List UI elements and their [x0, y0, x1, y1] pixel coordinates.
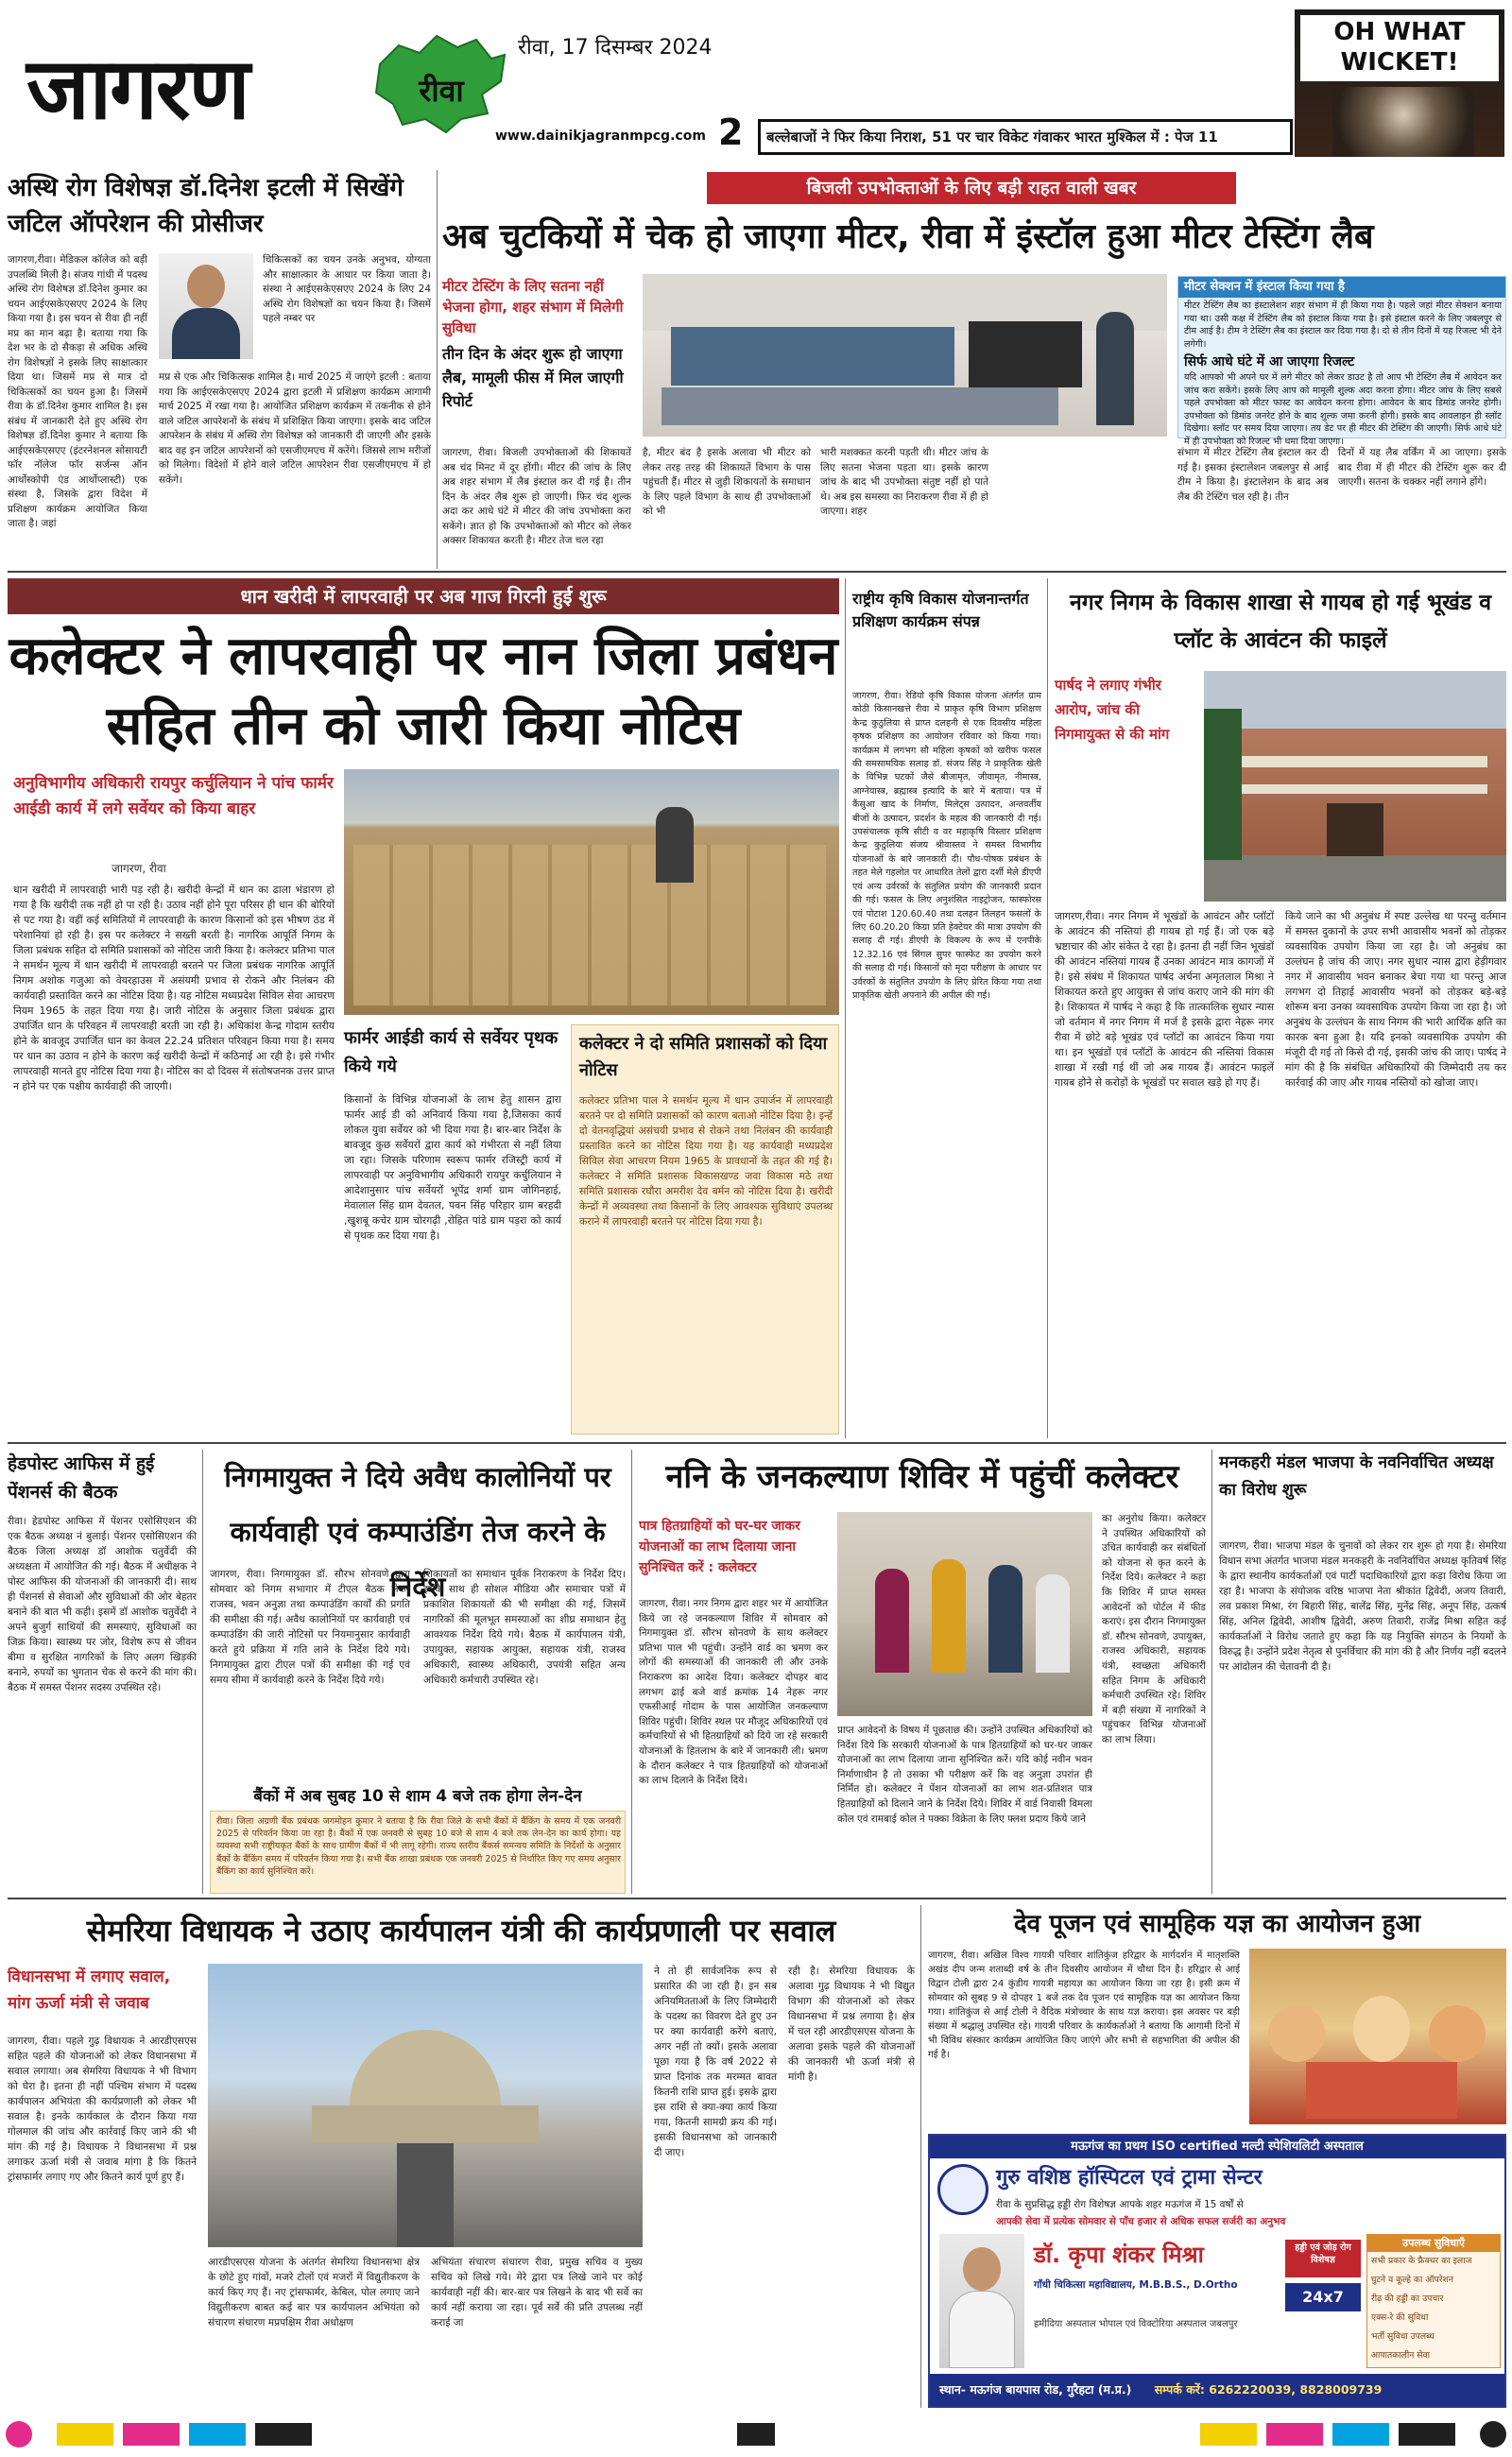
doctor-photo [159, 253, 253, 359]
ad-facilities [1366, 2234, 1501, 2368]
headline: अस्थि रोग विशेषज्ञ डॉ.दिनेश इटली में सिखेंगे जटिल ऑपरेशन की प्रोसीजर [8, 174, 404, 238]
headline: कलेक्टर ने लापरवाही पर नान जिला प्रबंधन सहित तीन को जारी किया नोटिस [9, 626, 838, 757]
ad-specialty-text: हड्डी एवं जोड़ रोग विशेषज्ञ [1295, 2242, 1351, 2265]
kicker-bar [8, 578, 839, 614]
ad-facility-item: आपातकालीन सेवा [1371, 2350, 1430, 2361]
ad-hospital-name: गुरु वशिष्ठ हॉस्पिटल एवं ट्रामा सेन्टर [996, 2166, 1263, 2190]
ad-degree: गाँधी चिकित्सा महाविद्यालय, M.B.B.S., D.Ortho [1034, 2279, 1238, 2291]
story-col-4: संभाग में मीटर टेस्टिंग लैब इंस्टाल कर दी गई है। इसका इंस्टालेशन जबलपुर से आई टीम ने किया है। इंस्टालेशन के बाद अब लैब की टेस्टिंग चल रही है। तीन [1177, 447, 1329, 503]
story-yagya [928, 1905, 1506, 2128]
city-label: रीवा [419, 73, 464, 109]
headline: सेमरिया विधायक ने उठाए कार्यपालन यंत्री की कार्यप्रणाली पर सवाल [86, 1913, 836, 1949]
teaser-text: बल्लेबाजों ने फिर किया निराश, 51 पर चार विकेट गंवाकर भारत मुश्किल में : पेज 11 [766, 129, 1218, 146]
photo-caption: आरडीएसएस योजना के अंतर्गत सेमरिया विधानसभा क्षेत्र के छोटे हुए गांवों, मजरे टोलों एवं मजरों में विद्युतीकरण के कार्य किए गए हैं। नए ट्रांसफार्मर, केबिल, पोल लगाए जाने विद्युतीकरण बाबत कई बार पत्र कार्यपालन अभियंता को संचारण संधारण मप्रपक्षिम रीवा अधोक्षण [208, 2257, 420, 2328]
deck: पार्षद ने लगाए गंभीर आरोप, जांच की निगमायुक्त से की मांग [1055, 677, 1170, 743]
bank-timing-text: रीवा। जिला अग्रणी बैंक प्रबंधक जगमोहन कुमार ने बताया है कि रीवा जिले के सभी बैंकों में बैंकिंग के समय में एक जनवरी 2025 से परिवर्तन किया जा रहा है। बैंकों में एक जनवरी से सुबह 10 बजे से शाम 4 बजे तक लेन-देन का कार्य होगा। यह व्यवस्था सभी राष्ट्रीयकृत बैंकों के साथ ग्रामीण बैंकों में भी लागू रहेगी। राज्य स्तरीय बैंकर्स समन्वय समिति के निर्देशों के अनुसार बैंकों के बैंकिंग समय में परिवर्तन किया गया है। सभी बैंक शाखा प्रबंधक एक जनवरी 2025 से निर्धारित किए गए समय अनुसार बैंकिंग का कार्य सुनिश्चित करें। [216, 1816, 621, 1877]
story-semariya-mla [8, 1905, 915, 2408]
ad-degree-2: हमीदिया अस्पताल भोपाल एवं विक्टोरिया अस्पताल जबलपुर [1034, 2319, 1238, 2329]
ad-logo [937, 2164, 988, 2215]
kicker-text: धान खरीदी में लापरवाही पर अब गाज गिरनी हुई शुरू [240, 585, 607, 608]
doctor-photo [939, 2234, 1024, 2368]
story-body-2: किसानों के विभिन्न योजनाओं के लाभ हेतु शासन द्वारा फार्मर आई डी को अनिवार्य किया गया है,जिसका कार्य लोकल युवा सर्वेयर को भी दिया गया है। बार-बार निर्देश के बावजूद कुछ सर्वेयरों द्वारा कार्य को गंभीरता से नहीं लिया जा रहा। जिसके परिणाम स्वरूप फार्मर रजिस्ट्री कार्य में लापरवाही पर अनुविभागीय अधिकारी रायपुर कर्चुलियान ने आदेशानुसार पांच सर्वेयरों भूपेंद्र शर्मा ग्राम जोगिनहाई, मेवालाल सिंह ग्राम देवतल, पवन सिंह परिहार ग्राम बरहदी ,खुशबू कचेर ग्राम चोरगढ़ी ,रोहित पांडे ग्राम पड़रा को कार्य से पृथक कर दिया गया है। [344, 1093, 561, 1242]
story-col-3: का अनुरोध किया। कलेक्टर ने उपस्थित अधिकारियों को उचित कार्यवाही कर संबंधितों को योजना से कृत करने के निर्देश दिये। कलेक्टर ने कहा कि शिविर में प्राप्त समस्त आवेदनों को पोर्टल में फीड कराएं। इस दौरान निगमायुक्त डॉ. सौरभ सोनवणे, उपायुक्त, राजस्व अधिकारी, सहायक यंत्री, स्वच्छता अधिकारी सहित निगम के अधिकारी कर्मचारी उपस्थित रहे। शिविर में बड़ी संख्या में नागरिकों ने पहुंचकर विभिन्न योजनाओं का लाभ लिया। [1102, 1513, 1206, 1745]
page-number: 2 [718, 112, 744, 153]
deck-black: तीन दिन के अंदर शुरू हो जाएगा लैब, मामूली फीस में मिल जाएगी रिपोर्ट [442, 345, 624, 410]
yagya-photo [1249, 1949, 1506, 2124]
story-col-3: भारी मशक्कत करनी पड़ती थी। मीटर जांच के लिए सतना भेजना पड़ता था। इसके कारण जांच के बाद भी उपभोक्ता संतुष्ट नहीं हो पाते थे। अब इस समस्या का निराकरण रीवा में ही हो जाएगा। शहर [820, 447, 989, 517]
story-col-1: जागरण, रीवा। निगमायुक्त डॉ. सौरभ सोनवणे द्वारा सोमवार को निगम सभागार में टीएल बैठक लेकर राजस्व, भवन अनुज्ञा तथा कम्पाउंडिंग कार्यों की प्रगति की समीक्षा की गई। अवैध कालोनियों पर कार्यवाही एवं कम्पाउंडिंग की जारी नोटिसों पर नियमानुसार कार्यवाही करते हुये प्रक्रिया में गति लाने के निर्देश दिये गये। निगमायुक्त द्वारा टीएल पत्रों की समीक्षा की गई एवं समय सीमा में कार्यवाही करने के निर्देश दिये गये। [210, 1569, 410, 1686]
kicker-bar [707, 172, 1236, 204]
ad-address: स्थान- मऊगंज बायपास रोड, गुरैहटा (म.प्र.) [939, 2382, 1132, 2397]
info-box [1177, 276, 1506, 447]
print-registration-strip [0, 2415, 1512, 2453]
story-col-2a: चिकित्सकों का चयन उनके अनुभव, योग्यता और साक्षात्कार के आधार पर किया जाता है। संस्था ने आईएसकेएसएए 2024 के लिए 24 अस्थि रोग विशेषज्ञों का चयन किया है। जिसमें पहले नम्बर पर [263, 254, 431, 324]
story-col-2: किये जाने का भी अनुबंध में स्पष्ट उल्लेख था परन्तु वर्तमान में समस्त दुकानों के उपर सभी आवासीय भवनों को तोड़कर व्यवसायिक उपयोग किया जा रहा है। जो अनुबंध का उल्लंघन है जांच की जाए। नगर सुधार न्यास द्वारा हेड़ीगवार नगर में आवासीय भवन बनाकर बेचा गया था परन्तु आज लगभग दो तिहाई आवासीय भवनों को तोड़कर बड़े-बड़े शोरूम बना उनका व्यवसायिक उपयोग किया जा रहा है। जो अनुबंध के उल्लंघन के साथ निगम की भारी आर्थिक क्षति का कारक बना हुआ है। यदि इनको व्यवसायिक उपयोग की मंजूरी दी गई तो किसे दी गई, इसकी जांच की जाए। पार्षद ने मांग की है कि संबंधित अधिकारियों की जिम्मेदारी तय कर कार्रवाई की जाए और गायब नस्तियों को खोजा जाए। [1285, 910, 1506, 1089]
edition-date: रीवा, 17 दिसम्बर 2024 [518, 36, 713, 60]
masthead [0, 0, 1512, 163]
ad-doctor-name: डॉ. कृपा शंकर मिश्रा [1034, 2242, 1204, 2268]
story-illegal-colonies [210, 1450, 626, 1894]
story-col-3: रही है। सेमरिया विधायक के अलावा गुढ़ विधायक ने भी विद्युत विभाग की योजनाओं को लेकर विधानसभा में प्रश्न लगाया है। क्षेत्र में चल रही आरडीएसएस योजना के अलावा इसके पहले की योजनाओं की जानकारी भी ऊर्जा मंत्री से मांगी है। [788, 1966, 915, 2083]
story-bjp-protest [1219, 1450, 1506, 1894]
story-col-2b: मप्र से एक और चिकित्सक शामिल है। मार्च 2025 में जाएंगे इटली : बताया गया कि आईएसकेएसएए 2024 द्वारा इटली में प्रशिक्षण कार्यक्रम आगामी मार्च 2025 में रखा गया है। आयोजित प्रशिक्षण कार्यक्रम में तकनीक से होने वाले जटिल आपरेशनों के संबंध में प्रशिक्षित किया जाएगा। इसके बाद जटिल आपरेशन के संबंध में अस्थि रोग विशेषज्ञ को जानकारी दी जाएगी और इसके बाद वह इन जटिल आपरेशनों को एसजीएमएच में करेंगे। जिससे लाभ मरीजों को मिलेगा। विदेशों में होने वाले जटिल आपरेशन रीवा एसजीएमएच में हो सकेंगे। [159, 371, 431, 486]
headline: देव पूजन एवं सामूहिक यज्ञ का आयोजन हुआ [1013, 1910, 1421, 1938]
story-col-1: जागरण,रीवा। मेडिकल कॉलेज को बड़ी उपलब्धि मिली है। संजय गांधी में पदस्थ अस्थि रोग विशेषज्ञ डॉ.दिनेश कुमार का चयन आईएसकेएसएए 2024 के लिए किया गया है। इस चयन से रीवा ही नहीं मप्र का मान बढ़ा है। बताया गया कि देश भर के दो सैकड़ा से अधिक अस्थि रोग विशेषज्ञों ने इसके लिए साक्षात्कार दिया था। जिसमें मप्र से मात्र दो चिकित्सकों का चयन हुआ है। जिसमें रीवा के डॉ.दिनेश कुमार शामिल है। इस संबंध में जानकारी देते हुए अस्थि रोग विशेषज्ञ डॉ.दिनेश कुमार ने बताया कि आईएसकेएसएए (इंटरनेशनल सोसायटी फॉर नॉलेज फॉर सर्जन्स ऑन आर्थोस्कोपी एंड आर्थोप्लास्टी) एक संस्था है, जिसके द्वारा विदेश में प्रशिक्षण कार्यक्रम आयोजित किया जाता है। जहां [8, 254, 147, 529]
ad-contact[interactable]: सम्पर्क करें: 6262220039, 8828009739 [1154, 2382, 1383, 2397]
story-col-5: दिनों में यह लैब वर्किंग में आ जाएगा। इसके बाद रीवा में ही मीटर की टेस्टिंग शुरू कर दी जाएगी। सतना के चक्कर नहीं लगाने होंगे। [1338, 447, 1506, 488]
promo-text: OH WHAT WICKET! [1300, 15, 1499, 81]
deck: पात्र हितग्राहियों को घर-घर जाकर योजनाओं का लाभ दिलाया जाना सुनिश्चित करें : कलेक्टर [639, 1519, 800, 1575]
meter-lab-photo [643, 274, 1167, 437]
story-body: धान खरीदी में लापरवाही भारी पड़ रही है। खरीदी केन्द्रों में धान का ढाला भंडारण हो गया है कि खरीदी तक नहीं हो पा रही है। उठाव नहीं होने पूरा परिसर ही धान की बोरियों से पट गया है। वहीं कई समितियों में लापरवाही के कारण किसानों को इस भीषण ठंड में परेशानियां हो रही है। इस पर कलेक्टर ने सख्ती बरती है। नागरिक आपूर्ति निगम के जिला प्रबंधक सहित दो समिति प्रशासकों को नोटिस जारी किया है। कलेक्टर प्रतिभा पाल ने समर्थन मूल्य में धान खरीदी में लापरवाही बरतने पर जिला प्रबंधक नागरिक आपूर्ति निगम अशोक गजुआ को वेयरहाउस में असंयमी प्रभाव से रोकने और निलंबन की कार्यवाही प्रस्तावित करने का नोटिस दिया है। यह नोटिस मध्यप्रदेश सिविल सेवा आचरण नियम 1965 के तहत दिया गया है। जारी नोटिस के अनुसार जिला प्रबंधक द्वारा उपार्जित धान के परिवहन में लापरवाही बरती जा रही है। अधिकांश केन्द्र गोदाम स्तरीय होने के बावजूद उपार्जित धान का केवल 22.24 प्रतिशत परिवहन किया गया है। समय पर धान का उठाव न होने के कारण कई खरीदी केन्द्रों में कठिनाई आ रही है। इसे गंभीर लापरवाही मानते हुए नोटिस दिया गया है। नोटिस का दो दिवस में संतोषजनक उत्तर प्राप्त न होने पर एक पक्षीय कार्यवाही की जाएगी। [13, 884, 335, 1092]
story-agri-training [852, 578, 1041, 1438]
ad-facility-item: सभी प्रकार के फ्रैक्चर का इलाज [1371, 2256, 1472, 2266]
story-col-2: ने तो ही सार्वजनिक रूप से प्रसारित की जा रही है। इन सब अनियमितताओं के लिए जिम्मेदारी के पदस्थ का विवरण देते हुए उन पर क्या कार्यवाही करेंगे बताएं, अगर नहीं तो क्यों। इसके अलावा पूछा गया है कि वर्ष 2022 से प्राप्त दिनांक तक मरम्मत बावत कितनी राशि प्राप्त हुई। इसके द्वारा इस राशि से क्या-क्या कार्य किया गया, कितनी सामग्री क्रय की गई। इसकी विधानसभा को जानकारी दी जाए। [654, 1966, 777, 2158]
story-col-2: शिकायतों का समाधान पूर्वक निराकरण के निर्देश दिए। इसके साथ ही सोशल मीडिया और समाचार पत्रों में प्रकाशित शिकायतों की भी समीक्षा की गई, जिसमें नागरिकों की मूलभूत समस्याओं का शीघ्र समाधान हेतु आवश्यक निर्देश दिये गये। बैठक में कार्यपालन यंत्री, उपायुक्त, सहायक आयुक्त, सहायक यंत्री, राजस्व अधिकारी, स्वास्थ्य अधिकारी, उपयंत्री सहित अन्य अधिकारी कर्मचारी उपस्थित रहे। [423, 1569, 626, 1686]
story-body: जागरण, रीवा। अखिल विश्व गायत्री परिवार शांतिकुंज हरिद्वार के मार्गदर्शन में मातृशक्ति अखंड दीप जन्म शताब्दी वर्ष के तीन दिवसीय आयोजन में चौथा दिन है। हरिद्वार से आई विद्वान टोली द्वारा 24 कुंडीय गायत्री महायज्ञ का आयोजन किया जा रहा है। इसी क्रम में सोमवार को सुबह 9 से दोपहर 1 बजे तक देव पूजन एवं सामूहिक यज्ञ का आयोजन किया गया। शांतिकुंज से आई टोली ने वैदिक मंत्रोच्चार के साथ यज्ञ कराया। इस अवसर पर बड़ी संख्या में श्रद्धालु उपस्थित रहे। गायत्री परिवार के कार्यकर्ताओं ने बताया कि आगामी दिनों में भी विविध संस्कार कार्यक्रम आयोजित किए जाएंगे और सभी से सहभागिता की अपील की गई है। [928, 1950, 1240, 2060]
teaser-box[interactable] [758, 119, 1293, 155]
subhead-surveyors: फार्मर आईडी कार्य से सर्वेयर पृथक किये गये [344, 1028, 558, 1076]
bank-timing-box [210, 1811, 626, 1894]
registration-marks [0, 2415, 1512, 2453]
story-meter-lab [442, 172, 1506, 569]
story-col-1: जागरण, रीवा। नगर निगम द्वारा शहर भर में आयोजित किये जा रहे जनकल्याण शिविर में सोमवार को निगमायुक्त डॉ. सौरभ सोनवणे के साथ कलेक्टर प्रतिभा पाल भी पहुंची। उन्होंने वार्ड का भ्रमण कर लोगों की समस्याओं की जानकारी ली और उनके निराकरण का आदेश दिया। कलेक्टर दोपहर बाद लगभग ढाई बजे वार्ड क्रमांक 14 नेहरू नगर एफसीआई गोदाम के पास आयोजित जनकल्याण शिविर पहुंची। शिविर स्थल पर मौजूद अधिकारियों एवं कर्मचारियों से भी हितग्राहियों को दिये जा रहे सरकारी योजनाओं के हितलाभ के बारे में जानकारी ली। भ्रमण के दौरान कलेक्टर ने पात्र हितग्राहियों को योजनाओं का लाभ दिलाने के निर्देश दिये। [639, 1598, 828, 1787]
headline: निगमायुक्त ने दिये अवैध कालोनियों पर कार्यवाही एवं कम्पाउंडिंग तेज करने के निर्देश [224, 1461, 611, 1603]
ad-facilities-title: उपलब्ध सुविधाएँ [1367, 2235, 1500, 2252]
story-col-1: जागरण,रीवा। नगर निगम में भूखंडों के आवंटन और प्लॉटों के आवंटन की नस्तियां ही गायब हो गई हैं। जो एक बड़े भ्रष्टाचार की ओर संकेत दे रहा है। इतना ही नहीं जिन भूखंडों की आवंटन नस्तियां गायब हैं उनका आवंटन मात्र कागजों में है। इसे संबंध में शिकायत पार्षद अर्चना अमृतलाल मिश्रा ने शिकायत करते हुए आयुक्त से जांच कराए जाने की मांग की है। शिकायत में पार्षद ने कहा है कि तात्कालिक सुधार न्यास जो वर्तमान में नगर निगम में मर्ज है इसके द्वारा नेहरू नगर रीवा में छोटे बड़े भूखंड एवं प्लॉटों का आवंटन किया गया था। इन भूखंडों एवं प्लॉटों के आवंटन की नस्तियां विकास शाखा में रखी गई थीं जो अब गायब हैं। आवंटन फाइलें गायब होने से करोड़ों के भूखंडों पर सवाल खड़े हो गए हैं। [1055, 910, 1274, 1089]
ad-line-1: रीवा के सुप्रसिद्ध हड्डी रोग विशेषज्ञ आपके शहर मऊगंज में 15 वर्षों से [996, 2199, 1244, 2210]
info-box-text-1: मीटर टेस्टिंग लैब का इंस्टालेशन शहर संभाग में ही किया गया है। पहले जहां मीटर सेक्शन बनाया गया था। उसी कक्ष में टेस्टिंग लैब को इंस्टाल किया गया है। इसे इंस्टाल करने के लिए जबलपुर से टीम आई है। टीम ने टेस्टिंग लैब का इंस्टाल कर दिया गया है। दो से तीन दिनों में यह रिजल्ट भी देने लगेगी। [1184, 301, 1502, 350]
headline: मनकहरी मंडल भाजपा के नवनिर्वाचित अध्यक्ष का विरोध शुरू [1219, 1453, 1494, 1500]
deck: अनुविभागीय अधिकारी रायपुर कर्चुलियान ने पांच फार्मर आईडी कार्य में लगे सर्वेयर को किया बाहर [13, 774, 334, 818]
headline: हेडपोस्ट आफिस में हुई पेंशनर्स की बैठक [8, 1453, 155, 1503]
story-col-2: है, मीटर बंद है इसके अलावा भी मीटर को लेकर तरह तरह की शिकायतें विभाग के पास पहुंचती हैं। मीटर से जुड़ी शिकायतों के समाधान के लिए पहले विभाग के साथ ही उपभोक्ताओं को भी [643, 447, 811, 517]
paddy-sacks-photo [344, 769, 839, 1015]
story-col-1: जागरण, रीवा। बिजली उपभोक्ताओं की शिकायतें अब चंद मिनट में दूर होंगी। मीटर की जांच के लिए अब शहर संभाग में लैब इंस्टाल कर दी गई है। तीन दिन के अंदर लैब शुरू हो जाएगी। फिर चंद शुल्क अदा कर आधे घंटे में मीटर की जांच उपभोक्ता करा सकेंगे। ज्ञात हो कि उपभोक्ताओं को मीटर को लेकर अक्सर शिकायत करती है। मीटर तेज चल रहा [442, 447, 631, 546]
subhead-notice: कलेक्टर ने दो समिति प्रशासकों को दिया नोटिस [579, 1034, 828, 1080]
ad-facility-item: भर्ती सुविधा उपलब्ध [1371, 2331, 1435, 2342]
municipal-building-photo [1204, 671, 1506, 902]
promo-box[interactable] [1295, 9, 1504, 157]
ad-top-line: मऊगंज का प्रथम ISO certified मल्टी स्पेशियलिटी अस्पताल [930, 2136, 1504, 2158]
ad-specialty-badge [1285, 2240, 1361, 2277]
headline: अब चुटकियों में चेक हो जाएगा मीटर, रीवा में इंस्टॉल हुआ मीटर टेस्टिंग लैब [442, 217, 1374, 256]
story-body: रीवा। हेडपोस्ट आफिस में पेंशनर एसोसिएशन की एक बैठक अध्यक्ष नं बुलाई। पेंशनर एसोसिएशन की बैठक जिला अध्यक्ष डॉ आशोक चतुर्वेदी की अध्यक्षता में आयोजित की गई। बैठक में अधीक्षक ने पोस्ट आफिस की योजनाओं की जानकारी दी। साथ ही पेंशनर्स से सेवाओं और सुविधाओं की ओर बेहतर बनाने की बात भी कही। इसमें डॉ आशोक चतुर्वेदी ने अपने बुजुर्ग साथियों की समस्याएं, सुविधाओं का जिक्र किया। स्वास्थ्य पर जोर, विशेष रूप से जीवन बीमा व सुरक्षित नागरिकों के लिए अलग खिड़की बनाने, रुपयों का भुगतान चेक से करने की मांग की। बैठक में समस्त पेंशनर सदस्य उपस्थित रहे। [8, 1516, 197, 1693]
story-col-2: प्राप्त आवेदनों के विषय में पूछताछ की। उन्होंने उपस्थित अधिकारियों को निर्देश दिये कि सरकारी योजनाओं के पात्र हितग्राहियों को घर-घर जाकर योजनाओं का लाभ दिलाया जाना सुनिश्चित करें। यदि कोई नवीन भवन निर्माणाधीन है तो उसका भी परीक्षण करें कि वह अनुज्ञा उपरांत ही निर्मित हो। कलेक्टर ने पेंशन योजनाओं का लाभ शत-प्रतिशत पात्र हितग्राहियों को दिलाने जाने के निर्देश दिये। शिविर में वार्ड निवासी विमला कोल एवं रामबाई कोल ने पक्का विक्रेता के लिए फ्लश प्रदाय किये जाने [837, 1725, 1092, 1825]
headline: ननि के जनकल्याण शिविर में पहुंचीं कलेक्टर [665, 1458, 1179, 1496]
hospital-advertisement[interactable] [928, 2134, 1506, 2408]
info-box-heading-2: सिर्फ आधे घंटे में आ जाएगा रिजल्ट [1184, 354, 1355, 369]
story-body: जागरण, रीवा। भाजपा मंडल के चुनावों को लेकर रार शुरू हो गया है। सेमरिया विधान सभा अंतर्गत भाजपा मंडल मनकहरी के नवनिर्वाचित अध्यक्ष कृतिवर्ष सिंह के द्वारा स्थानीय कार्यकर्ताओं एवं पार्टी पदाधिकारियों द्वारा कड़ा विरोध किया जा रहा है। भाजपा के संयोजक वरिष्ठ भाजपा नेता श्रीकांत द्विवेदी, अजय तिवारी, लव प्रकाश मिश्रा, रंग बिहारी सिंह, बालेंद्र सिंह, मुनेंद्र सिंह, अनूप सिंह, उत्कर्ष सिंह, अनिल द्विवेदी, आशीष द्विवेदी, अरुण तिवारी, राजेंद्र मिश्रा सहित कई कार्यकर्ताओं ने विरोध जताते हुए कहा कि यह नियुक्ति संगठन के नियमों के विरुद्ध है। उन्होंने प्रदेश नेतृत्व से पुनर्विचार की मांग की है और निर्णय नहीं बदलने पर आंदोलन की चेतावनी दी है। [1219, 1540, 1506, 1673]
electricity-office-photo [208, 1964, 643, 2247]
deck-red: मीटर टेस्टिंग के लिए सतना नहीं भेजना होगा, शहर संभाग में मिलेगी सुविधा [442, 278, 624, 336]
ad-24x7: 24x7 [1285, 2283, 1361, 2311]
ad-facility-item: घुटने व कूल्हे का ऑपरेशन [1371, 2275, 1453, 2285]
sidebar-box [571, 1024, 839, 1435]
info-box-text-2: यदि आपको भी अपने घर में लगे मीटर को लेकर डाउट है तो आप भी टेस्टिंग लैब में आवेदन कर जांच करा सकेंगे। इसके लिए आप को मामूली शुल्क अदा करना होगा। मीटर जांच के लिए सबसे पहले उपभोक्ता को मीटर फास्ट का आवेदन करना होगा। आवेदन के बाद डिमांड जनरेट होगी। उपभोक्ता को डिमांड जनरेट होने के बाद शुल्क जमा करनी होगी। इसके बाद आवलाइन ही स्लॉट दिखेगा। स्लॉट पर समय दिया जाएगा। तय डेट पर ही मीटर की टेस्टिंग की जाएगी। सिर्फ आधे घंटे में ही उपभोक्ता को रिजल्ट भी थमा दिया जाएगा। [1184, 372, 1502, 447]
story-paddy-notice [8, 578, 839, 1438]
story-ortho-doctor [8, 170, 431, 565]
ad-facility-item: रीढ़ की हड्डी का उपचार [1371, 2294, 1444, 2304]
bank-timing-subhead: बैंकों में अब सुबह 10 से शाम 4 बजे तक होगा लेन-देन [253, 1787, 582, 1806]
collector-camp-photo [837, 1512, 1092, 1716]
story-pensioners [8, 1450, 197, 1894]
story-body: जागरण, रीवा। रेडियो कृषि विकास योजना अंतर्गत ग्राम कोठी किसानखत्ते रीवा में प्राकृत कृषि विभाग प्रशिक्षण केन्द्र कुठुलिया से प्राप्त दलहनी से एक दिवसीय महिला कृषक प्रशिक्षण का आयोजन रविवार को किया गया। कार्यक्रम में लगभग सौ महिला कृषकों को खरीफ फसल की समसामयिक सलाह डॉ. संजय सिंह ने प्राकृतिक खेती के विभिन्न घटकों जैसे बीजामृत, जीवामृत, नीमास्त्र, आग्नेयास्त्र, ब्रह्मास्त्र इत्यादि के बारे में बताया। पत्र में कैंसुआ खाद के निर्माण, मिलेट्स उत्पादन, अन्तवर्तीय बीजों के उत्पादन, प्रदर्शन के महत्व की जानकारी दी गई। उपसंचालक कृषि सीटी व वर महाकृषि विस्तार प्रशिक्षण केन्द्र कुठुलिया संजय श्रीवास्तव ने समस्त विभागीय योजनाओं के बारे जानकारी दी। पौध-पोषक प्रबंधन के तहत मेले गहलोत पर आधारित तेलों द्वारा दर्शी मेले डीएपी एवं अन्य उर्वरकों के संतुलित प्रयोग की जानकारी प्रदान की गई। फसल के लिए अनुशंसित नाइट्रोजन, फास्फोरस एवं पोटाश 120.60.40 तथा दलहन तिलहन फसलों के लिए 60.20.20 किग्रा प्रति हेक्टेयर की मात्रा उपयोग की सलाह दी गई। डीएपी के विकल्प के रूप में एनपीके 12.32.16 एवं सिंगल सुपर फास्फेट का उपयोग करने की सलाह दी गई। किसानों को मृदा परीक्षण के आधार पर उर्वरकों के संतुलित उपयोग के लिए प्रेरित किया गया तथा प्राकृतिक खेती अपनाने की अपील की गई। [852, 691, 1041, 1001]
story-welfare-camp [639, 1450, 1206, 1894]
byline: जागरण, रीवा [112, 862, 166, 875]
ad-footer [930, 2374, 1504, 2406]
kicker-text: बिजली उपभोक्ताओं के लिए बड़ी राहत वाली खबर [806, 178, 1137, 198]
deck: विधानसभा में लगाए सवाल, मांग ऊर्जा मंत्री से जवाब [8, 1967, 171, 2013]
story-municipal-files [1055, 578, 1506, 1438]
website-url: www.dainikjagranmpcg.com [495, 129, 706, 144]
headline: राष्ट्रीय कृषि विकास योजनान्तर्गत प्रशिक्षण कार्यक्रम संपन्न [852, 590, 1029, 630]
ad-facility-item: एक्स-रे की सुविधा [1371, 2312, 1429, 2323]
story-col-2b: अभियंता संचारण संधारण रीवा, प्रमुख सचिव व मुख्य सचिव को लिखे गये। मेरे द्वारा पत्र लिखे जाने पर कोई कार्यवाही नहीं की। बार-बार पत्र लिखने के बाद भी सर्वे का कार्य नहीं कराया जा रहा। पूर्व सर्वे की प्रति उपलब्ध नहीं कराई जा [431, 2257, 643, 2328]
ad-line-2: आपकी सेवा में प्रत्येक सोमवार से पाँच हजार से अधिक सफल सर्जरी का अनुभव [996, 2216, 1286, 2227]
info-box-heading-1: मीटर सेक्शन में इंस्टाल किया गया है [1178, 277, 1505, 298]
story-body-3: कलेक्टर प्रतिभा पाल ने समर्थन मूल्य में धान उपार्जन में लापरवाही बरतने पर दो समिति प्रशासकों को कारण बताओ नोटिस दिया है। इन्हें दो वेतनवृद्धियां असंचयी प्रभाव से रोकने तथा निलंबन की कार्यवाही प्रस्तावित करने का नोटिस दिया गया है। यह कार्यवाही मध्यप्रदेश सिविल सेवा आचरण नियम 1965 के प्रावधानों के तहत की गई है। कलेक्टर ने समिति प्रशासक विकासखण्ड जवा विकास मठे तथा समिति प्रशासक रघौरा अमरीश देव बर्मन को नोटिस दिया है। खरीदी केन्द्रों में अव्यवस्था तथा किसानों के लिए आवश्यक सुविधाएं उपलब्ध कराने में लापरवाही बरतने पर नोटिस दिया गया है। [579, 1094, 833, 1228]
story-col-1: जागरण, रीवा। पहले गुढ़ विधायक ने आरडीएसएस सहित पहले की योजनाओं को लेकर विधानसभा में सवाल लगाया। अब सेमरिया विधायक ने भी विभाग को घेरा है। इतना ही नहीं पश्चिम संभाग में पदस्थ कार्यपालन अभियंता की कार्यप्रणाली को लेकर भी सवाल है। इनके कार्यकाल के दौरान किया गया गोलमाल की जांच और कार्रवाई किए जाने की भी मांग की गई है। विधायक ने विधानसभा में प्रश्न लगाकर ऊर्जा मंत्री से जवाब मांगा है कि कितने ट्रांसफार्मर लगाए गए और कितने कार्य पूर्ण हुए हैं। [8, 2036, 197, 2183]
logo-text: जागरण [26, 40, 249, 139]
cricket-player-image [1332, 87, 1474, 157]
headline: नगर निगम के विकास शाखा से गायब हो गई भूखंड व प्लॉट के आवंटन की फाइलें [1070, 591, 1491, 653]
